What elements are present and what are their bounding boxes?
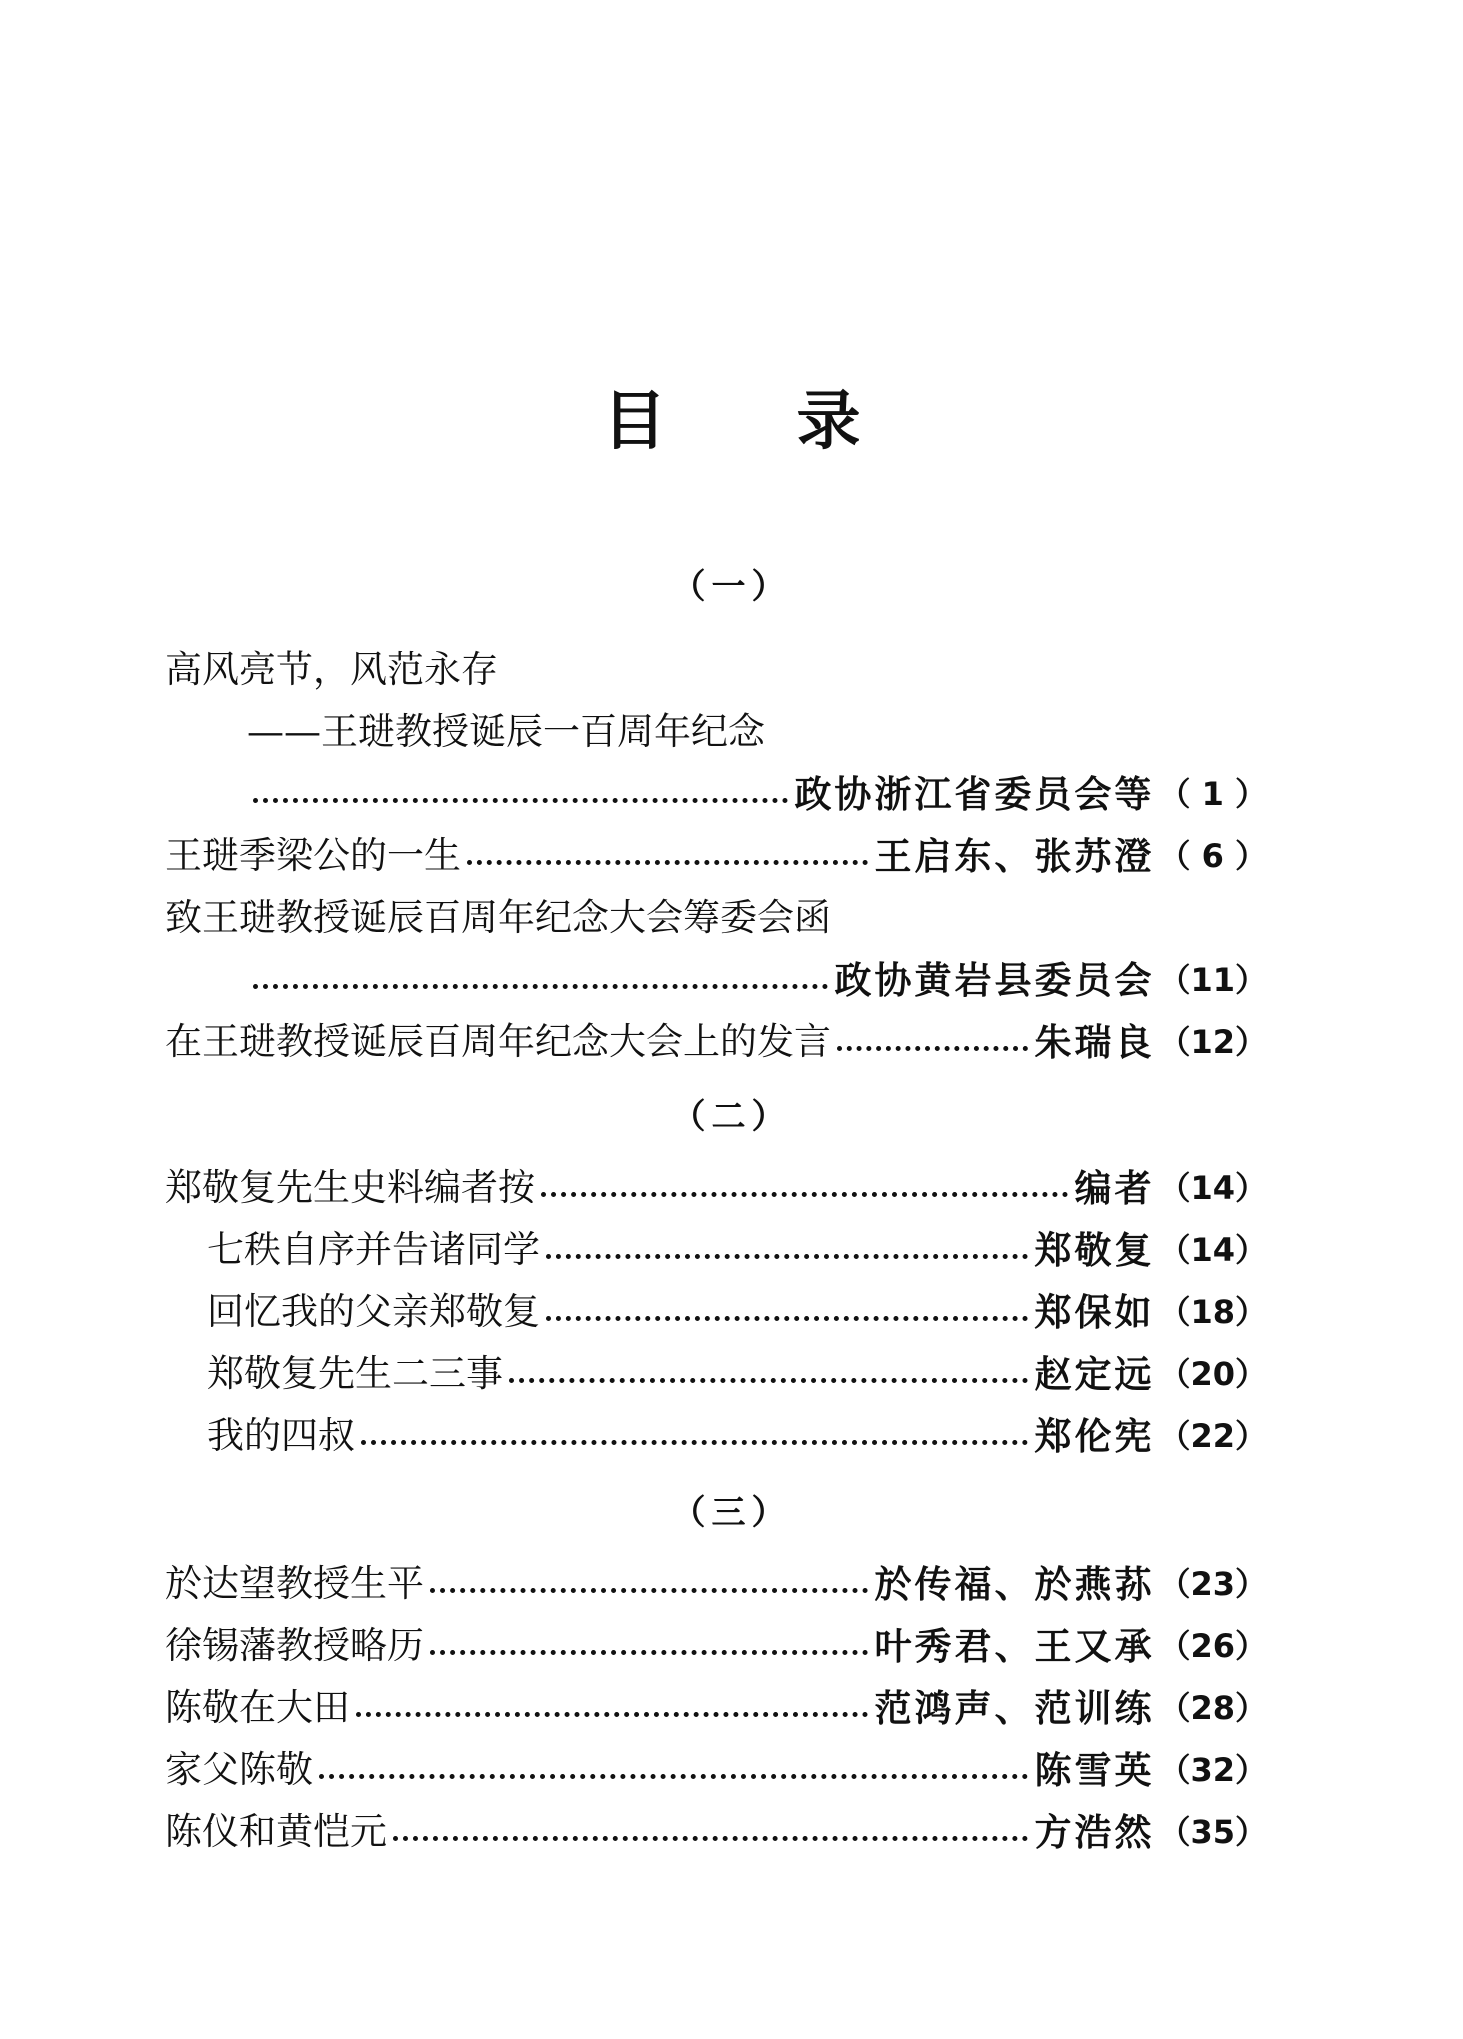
dot-leader	[253, 798, 788, 803]
entry-page: （28）	[1158, 1689, 1267, 1727]
entry-title: 致王琎教授诞辰百周年纪念大会筹委会函	[165, 896, 831, 939]
entry-title: 陈敬在大田	[165, 1686, 350, 1729]
dot-leader	[837, 1046, 1028, 1051]
entry-page: （22）	[1158, 1417, 1267, 1455]
toc-entry[interactable]	[207, 1225, 1267, 1275]
toc-entry[interactable]	[165, 1745, 1267, 1795]
entry-page: （ 6 ）	[1158, 837, 1267, 875]
dot-leader	[430, 1650, 868, 1655]
section-heading-1: （一）	[671, 567, 792, 607]
entry-title: 家父陈敬	[165, 1748, 313, 1791]
entry-page: （23）	[1158, 1565, 1267, 1603]
entry-author: 赵定远	[1034, 1352, 1155, 1396]
toc-entry[interactable]	[247, 955, 1267, 1005]
entry-title: 郑敬复先生史料编者按	[165, 1166, 535, 1209]
entry-page: （18）	[1158, 1293, 1267, 1331]
entry-author: 陈雪英	[1034, 1748, 1155, 1792]
dot-leader	[356, 1712, 868, 1717]
entry-title: 我的四叔	[207, 1414, 355, 1457]
toc-entry-subtitle	[247, 707, 1267, 757]
entry-author: 方浩然	[1034, 1810, 1155, 1854]
entry-title: 郑敬复先生二三事	[207, 1352, 503, 1395]
toc-entry[interactable]	[207, 1349, 1267, 1399]
entry-page: （11）	[1158, 961, 1267, 999]
entry-page: （14）	[1158, 1169, 1267, 1207]
toc-entry[interactable]	[165, 1683, 1267, 1733]
entry-title: 徐锡藩教授略历	[165, 1624, 424, 1667]
dot-leader	[361, 1440, 1028, 1445]
toc-entry[interactable]	[165, 1163, 1267, 1213]
entry-title: 陈仪和黄恺元	[165, 1810, 387, 1853]
entry-author: 郑伦宪	[1034, 1414, 1155, 1458]
entry-author: 编者	[1074, 1166, 1155, 1210]
entry-title: 在王琎教授诞辰百周年纪念大会上的发言	[165, 1020, 831, 1063]
section-heading-3: （三）	[671, 1493, 792, 1533]
entry-page: （20）	[1158, 1355, 1267, 1393]
page-title: 目录	[602, 385, 991, 459]
toc-entry[interactable]	[207, 1411, 1267, 1461]
entry-title: 高风亮节，风范永存	[165, 648, 498, 691]
dot-leader	[546, 1316, 1028, 1321]
entry-page: （32）	[1158, 1751, 1267, 1789]
dot-leader	[541, 1192, 1068, 1197]
entry-title: 回忆我的父亲郑敬复	[207, 1290, 540, 1333]
entry-author: 於传福、於燕荪	[874, 1562, 1155, 1606]
entry-author: 叶秀君、王又承	[874, 1624, 1155, 1668]
entry-page: （ 1 ）	[1158, 775, 1267, 813]
entry-title: 於达望教授生平	[165, 1562, 424, 1605]
dot-leader	[319, 1774, 1028, 1779]
section-heading-2: （二）	[671, 1097, 792, 1137]
toc-entry[interactable]	[165, 1017, 1267, 1067]
toc-entry[interactable]	[247, 769, 1267, 819]
dot-leader	[253, 984, 828, 989]
entry-author: 郑保如	[1034, 1290, 1155, 1334]
dot-leader	[509, 1378, 1028, 1383]
entry-page: （26）	[1158, 1627, 1267, 1665]
dot-leader	[430, 1588, 868, 1593]
entry-author: 王启东、张苏澄	[874, 834, 1155, 878]
dot-leader	[467, 860, 868, 865]
dot-leader	[546, 1254, 1028, 1259]
entry-author: 政协黄岩县委员会	[834, 958, 1155, 1002]
entry-title: 七秩自序并告诸同学	[207, 1228, 540, 1271]
toc-entry[interactable]	[165, 1621, 1267, 1671]
toc-entry-title	[165, 645, 1267, 695]
entry-author: 范鸿声、范训练	[874, 1686, 1155, 1730]
toc-entry[interactable]	[165, 831, 1267, 881]
entry-author: 政协浙江省委员会等	[794, 772, 1155, 816]
entry-subtitle: ——王琎教授诞辰一百周年纪念	[247, 710, 765, 753]
dot-leader	[393, 1836, 1028, 1841]
toc-entry[interactable]	[165, 1559, 1267, 1609]
entry-page: （12）	[1158, 1023, 1267, 1061]
toc-entry-title	[165, 893, 1267, 943]
toc-entry[interactable]	[165, 1807, 1267, 1857]
entry-title: 王琎季梁公的一生	[165, 834, 461, 877]
entry-page: （35）	[1158, 1813, 1267, 1851]
toc-entry[interactable]	[207, 1287, 1267, 1337]
entry-page: （14）	[1158, 1231, 1267, 1269]
entry-author: 郑敬复	[1034, 1228, 1155, 1272]
entry-author: 朱瑞良	[1034, 1020, 1155, 1064]
